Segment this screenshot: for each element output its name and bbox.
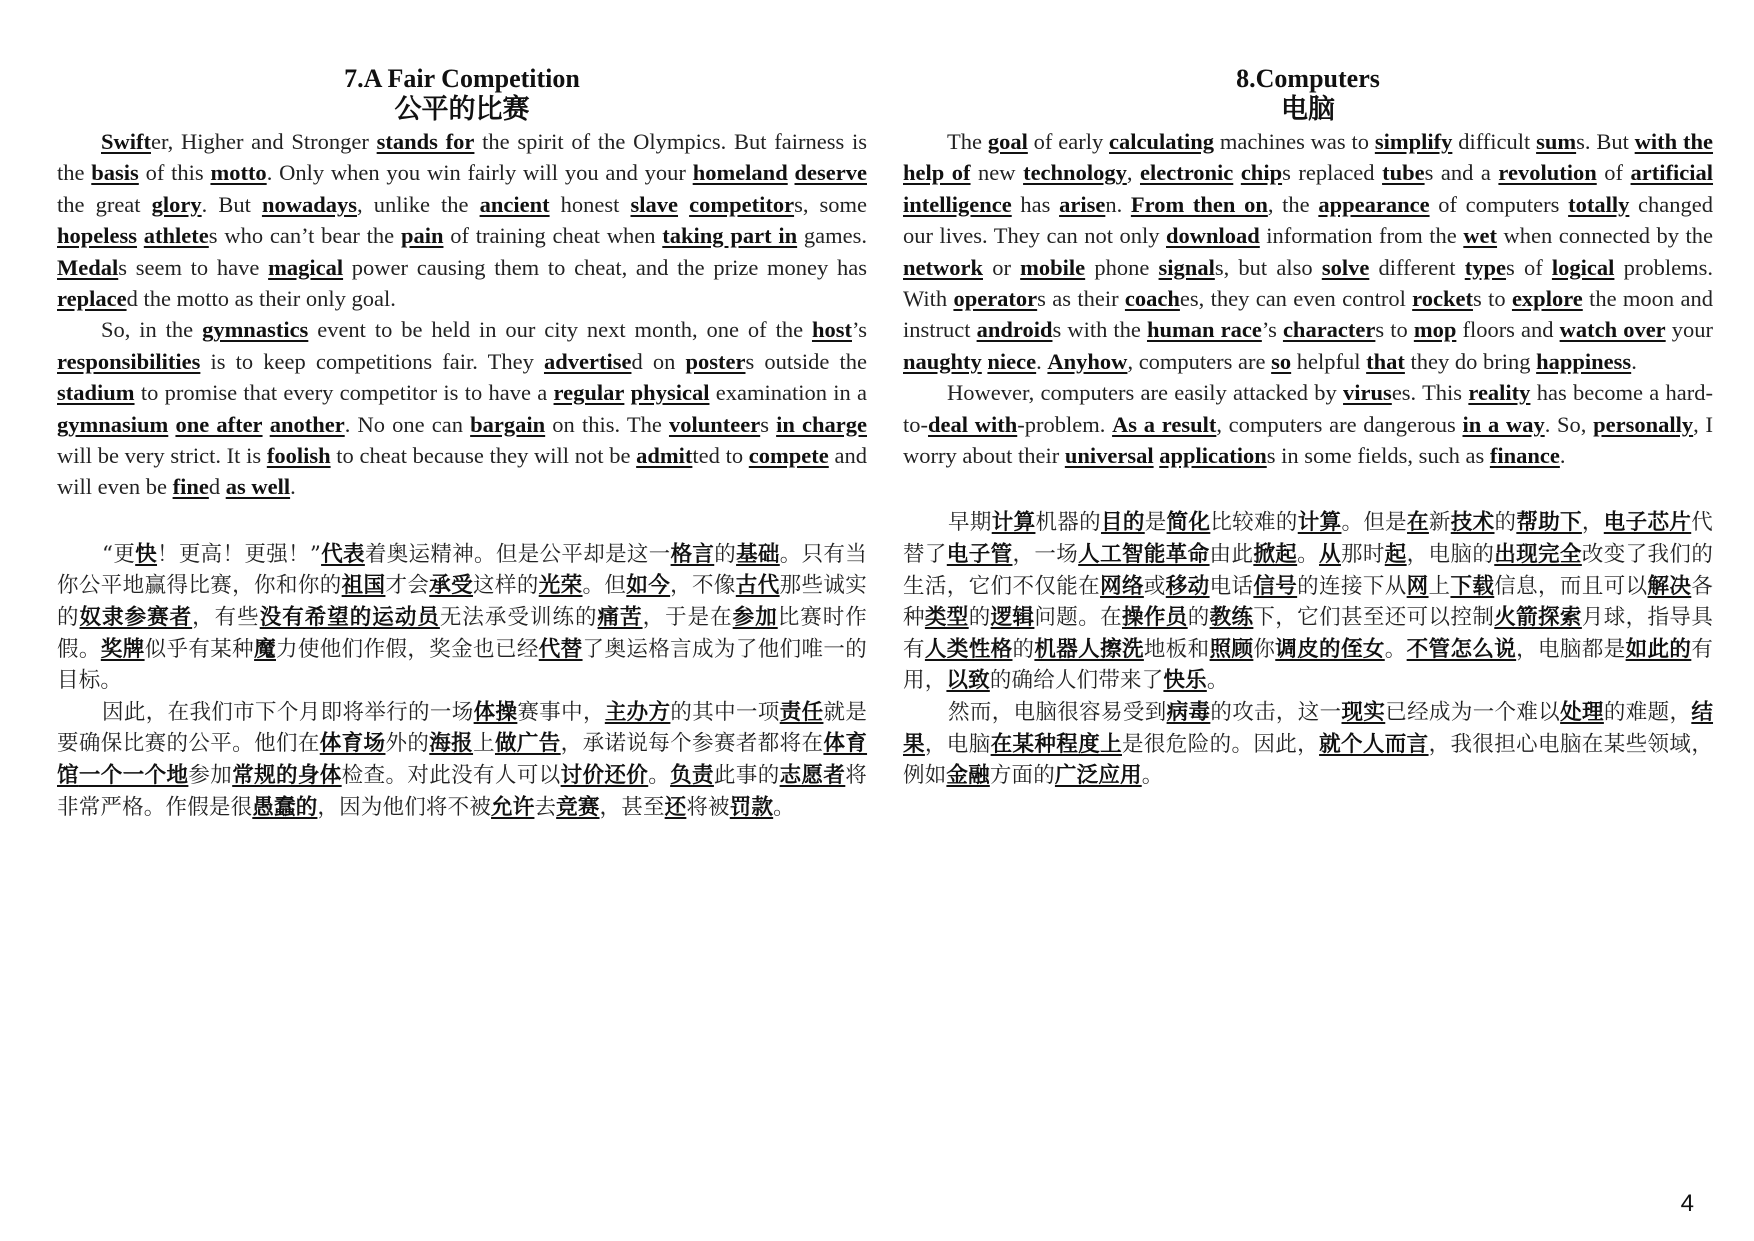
vocab-word: another: [269, 411, 345, 437]
vocab-word: artificial intelligence: [903, 160, 1714, 217]
vocab-word: host: [811, 317, 852, 343]
vocab-word: stands for: [376, 129, 475, 154]
vocab-word: deal with: [928, 411, 1018, 437]
vocab-word: download: [1166, 223, 1260, 249]
vocab-word: personally: [1593, 411, 1694, 437]
vocab-word: 做广告: [494, 731, 561, 757]
vocab-word: with the help of: [903, 129, 1714, 186]
vocab-word: 信号: [1253, 573, 1298, 599]
vocab-word: slave: [630, 191, 679, 217]
vocab-word: hopeless: [57, 223, 138, 249]
vocab-word: 调皮的侄女: [1275, 636, 1385, 662]
vocab-word: 痛苦: [597, 605, 643, 631]
vocab-word: 处理: [1560, 700, 1604, 726]
vocab-word: 体育馆: [57, 731, 868, 789]
english-text: [57, 126, 867, 503]
vocab-word: 基础: [736, 541, 780, 567]
paragraph: 因此，在我们市下个月即将举行的一场体操赛事中，主办方的其中一项责任就是要确保比赛的公平。他们在体育场外的海报上做广告，承诺说每个参赛者都将在体育馆一个一个地参加常规的身体检查。对此没有人可以讨价还价。负责此事的志愿者将非常严格。作假是很愚蠢的，因为他们将不被允许去竞赛，甚至还将被罚款。: [57, 699, 868, 820]
vocab-word: 代表: [321, 541, 365, 567]
vocab-word: goal: [987, 129, 1028, 154]
vocab-word: chip: [1240, 160, 1283, 186]
vocab-word: totally: [1568, 191, 1630, 217]
vocab-word: 教练: [1209, 605, 1254, 631]
vocab-word: 如今: [626, 573, 671, 599]
vocab-word: 罚款: [729, 794, 774, 820]
vocab-word: 体育场: [319, 731, 386, 757]
vocab-word: niece: [987, 348, 1037, 374]
vocab-word: Medal: [57, 254, 119, 280]
vocab-word: network: [903, 254, 983, 280]
vocab-word: 竞赛: [556, 794, 600, 820]
vocab-word: 代替: [538, 636, 583, 662]
vocab-word: explore: [1511, 286, 1583, 312]
vocab-word: character: [1282, 317, 1376, 343]
vocab-word: 主办方: [604, 699, 671, 725]
vocab-word: 以致: [946, 668, 990, 694]
vocab-word: From then on: [1130, 191, 1268, 217]
vocab-word: 病毒: [1166, 700, 1211, 726]
vocab-word: 快乐: [1163, 668, 1207, 694]
vocab-word: gymnastics: [202, 317, 309, 343]
vocab-word: 讨价还价: [560, 763, 649, 789]
chinese-text: [57, 539, 867, 823]
vocab-word: 帮助下: [1516, 510, 1582, 536]
paragraph: “更快！更高！更强！”代表着奥运精神。但是公平却是这一格言的基础。只有当你公平地赢得比赛，你和你的祖国才会承受这样的光荣。但如今，不像古代那些诚实的奴隶参赛者，有些没有希望的运动员无法承受训练的痛苦，于是在参加比赛时作假。奖牌似乎有某种魔力使他们作假，奖金也已经代替了奥运格言成为了他们唯一的目标。: [57, 541, 867, 694]
vocab-word: 在某种程度上: [990, 731, 1122, 757]
vocab-word: operator: [953, 286, 1038, 312]
vocab-word: naughty: [903, 348, 982, 374]
vocab-word: Anyhow: [1047, 348, 1128, 374]
vocab-word: wet: [1463, 223, 1498, 249]
vocab-word: athlete: [143, 223, 209, 249]
vocab-word: 逻辑: [990, 605, 1035, 631]
vocab-word: 移动: [1165, 573, 1210, 599]
vocab-word: compete: [748, 443, 829, 469]
vocab-word: universal: [1064, 443, 1154, 469]
paragraph: The goal of early calculating machines was to simplify difficult sums. But with the help of new technology, electronic chips replaced tubes and a revolution of artificial intelligence has arisen. From then on, the appearance of computers totally changed our lives. They can not only download information from the wet when connected by the network or mobile phone signals, but also solve different types of logical problems. With operators as their coaches, they can even control rockets to explore the moon and instruct androids with the human race’s characters to mop floors and watch over your naughty niece. Anyhow, computers are so helpful that they do bring happiness.: [903, 129, 1714, 374]
vocab-word: watch over: [1559, 317, 1666, 343]
vocab-word: reality: [1468, 380, 1531, 406]
vocab-word: homeland: [692, 160, 788, 186]
vocab-word: 火箭探索: [1494, 605, 1582, 631]
vocab-word: replace: [57, 286, 127, 312]
vocab-word: simplify: [1374, 129, 1453, 154]
vocab-word: calculating: [1109, 129, 1215, 154]
vocab-word: glory: [151, 191, 202, 217]
vocab-word: Swift: [101, 129, 151, 154]
vocab-word: technology: [1023, 160, 1127, 186]
vocab-word: 起: [1384, 542, 1407, 568]
vocab-word: poster: [685, 348, 746, 374]
vocab-word: gymnasium: [57, 411, 169, 437]
vocab-word: 操作员: [1122, 605, 1188, 631]
vocab-word: rocket: [1412, 286, 1473, 312]
vocab-word: 还: [664, 794, 687, 820]
vocab-word: bargain: [470, 411, 546, 437]
vocab-word: 参加: [732, 605, 778, 631]
vocab-word: regular: [553, 380, 625, 406]
vocab-word: basis: [91, 160, 139, 186]
vocab-word: 电子管: [946, 542, 1013, 568]
page-title: 电脑: [1281, 94, 1335, 125]
vocab-word: electronic: [1139, 160, 1234, 186]
vocab-word: human race: [1146, 317, 1262, 343]
vocab-word: As a result: [1112, 411, 1217, 437]
vocab-word: 责任: [779, 699, 824, 725]
vocab-word: 类型: [924, 605, 969, 631]
vocab-word: 机器人擦洗: [1034, 636, 1144, 662]
vocab-word: 光荣: [538, 573, 583, 599]
paragraph: Swifter, Higher and Stronger stands for the spirit of the Olympics. But fairness is the basis of this motto. Only when you win fairly will you and your homeland deserve the great glory. But nowadays, unlike the ancient honest slave competitors, some hopeless athletes who can’t bear the pain of training cheat when taking part in games. Medals seem to have magical power causing them to cheat, and the prize money has replaced the motto as their only goal.: [57, 129, 868, 312]
vocab-word: mobile: [1020, 254, 1086, 280]
vocab-word: 奴隶参赛者: [79, 605, 193, 631]
vocab-word: 没有希望的运动员: [259, 605, 440, 631]
page-title: 8.Computers: [1236, 64, 1380, 93]
vocab-word: 从: [1319, 542, 1341, 568]
vocab-word: that: [1366, 348, 1405, 374]
vocab-word: responsibilities: [57, 348, 201, 374]
vocab-word: 出现完全: [1494, 542, 1582, 568]
paragraph: 早期计算机器的目的是简化比较难的计算。但是在新技术的帮助下，电子芯片代替了电子管，一场人工智能革命由此掀起。从那时起，电脑的出现完全改变了我们的生活，它们不仅能在网络或移动电话信号的连接下从网上下载信息，而且可以解决各种类型的逻辑问题。在操作员的教练下，它们甚至还可以控制火箭探索月球，指导具有人类性格的机器人擦洗地板和照顾你调皮的侄女。不管怎么说，电脑都是如此的有用，以致的确给人们带来了快乐。: [903, 510, 1714, 694]
vocab-word: type: [1464, 254, 1507, 280]
vocab-word: 允许: [491, 794, 535, 820]
vocab-word: sum: [1536, 129, 1577, 154]
vocab-word: one after: [175, 411, 263, 437]
vocab-word: solve: [1321, 254, 1370, 280]
vocab-word: so: [1271, 348, 1292, 374]
vocab-word: 电子芯片: [1603, 510, 1692, 536]
vocab-word: finance: [1489, 443, 1560, 469]
vocab-word: 网络: [1100, 573, 1144, 599]
vocab-word: 愚蠢的: [252, 794, 318, 820]
vocab-word: ancient: [479, 191, 550, 217]
vocab-word: 目的: [1101, 510, 1145, 536]
vocab-word: 格言: [670, 541, 715, 567]
page-number: 4: [1680, 1190, 1694, 1217]
vocab-word: 计算: [1297, 510, 1342, 536]
vocab-word: magical: [268, 254, 344, 280]
vocab-word: android: [976, 317, 1053, 343]
vocab-word: 下载: [1450, 573, 1495, 599]
vocab-word: arise: [1059, 191, 1106, 217]
vocab-word: 就个人而言: [1319, 731, 1429, 757]
vocab-word: virus: [1343, 380, 1392, 406]
vocab-word: 网: [1406, 573, 1429, 599]
vocab-word: motto: [210, 160, 267, 186]
vocab-word: admit: [636, 443, 693, 469]
vocab-word: signal: [1158, 254, 1215, 280]
vocab-word: stadium: [57, 380, 135, 406]
vocab-word: tube: [1382, 160, 1425, 186]
vocab-word: 不管怎么说: [1406, 636, 1517, 662]
vocab-word: 在: [1407, 510, 1429, 536]
page-title: 公平的比赛: [394, 94, 530, 125]
vocab-word: 解决: [1647, 573, 1692, 599]
vocab-word: deserve: [794, 160, 867, 186]
vocab-word: fine: [172, 474, 209, 500]
vocab-word: competitor: [689, 191, 795, 217]
vocab-word: 现实: [1341, 700, 1386, 726]
right-column: [903, 64, 1713, 792]
vocab-word: 承受: [429, 573, 474, 599]
paragraph: So, in the gymnastics event to be held in our city next month, one of the host’s responsibilities is to keep competitions fair. They advertised on posters outside the stadium to promise that every competitor is to have a regular physical examination in a gymnasium one after another. No one can bargain on this. The volunteers in charge will be very strict. It is foolish to cheat because they will not be admitted to compete and will even be fined as well.: [57, 317, 868, 500]
vocab-word: advertise: [543, 348, 632, 374]
vocab-word: 常规的身体: [232, 763, 342, 789]
vocab-word: physical: [630, 380, 710, 406]
vocab-word: coach: [1124, 286, 1180, 312]
vocab-word: 快: [135, 541, 158, 567]
vocab-word: 金融: [946, 763, 990, 789]
vocab-word: as well: [225, 474, 291, 500]
vocab-word: in charge: [776, 411, 867, 437]
vocab-word: application: [1159, 443, 1267, 469]
vocab-word: 人工智能革命: [1078, 542, 1210, 568]
vocab-word: volunteer: [668, 411, 761, 437]
vocab-word: 技术: [1450, 510, 1495, 536]
page-title: 7.A Fair Competition: [344, 64, 580, 93]
vocab-word: nowadays: [261, 191, 357, 217]
vocab-word: revolution: [1498, 160, 1597, 186]
vocab-word: 结果: [903, 700, 1714, 757]
vocab-word: 掀起: [1253, 542, 1298, 568]
vocab-word: 海报: [429, 731, 474, 757]
vocab-word: 体操: [473, 699, 518, 725]
left-column: [57, 64, 867, 823]
chinese-text: [903, 507, 1713, 791]
vocab-word: 魔: [254, 636, 276, 662]
vocab-word: pain: [400, 223, 444, 249]
vocab-word: 一个一个地: [78, 763, 189, 789]
vocab-word: mop: [1413, 317, 1457, 343]
vocab-word: 祖国: [341, 573, 386, 599]
vocab-word: taking part in: [662, 223, 798, 249]
vocab-word: 照顾: [1209, 636, 1254, 662]
vocab-word: 如此的: [1625, 636, 1692, 662]
paragraph: 然而，电脑很容易受到病毒的攻击，这一现实已经成为一个难以处理的难题，结果，电脑在某种程度上是很危险的。因此，就个人而言，我很担心电脑在某些领域，例如金融方面的广泛应用。: [903, 700, 1714, 789]
vocab-word: 计算: [991, 510, 1036, 536]
vocab-word: foolish: [266, 443, 331, 469]
vocab-word: 古代: [735, 573, 780, 599]
vocab-word: happiness: [1536, 348, 1632, 374]
english-text: [903, 126, 1713, 471]
vocab-word: 人类性格: [924, 636, 1013, 662]
vocab-word: 奖牌: [100, 636, 145, 662]
vocab-word: 负责: [670, 763, 714, 789]
vocab-word: 广泛应用: [1054, 763, 1142, 789]
vocab-word: 志愿者: [779, 763, 846, 789]
vocab-word: in a way: [1462, 411, 1545, 437]
paragraph: However, computers are easily attacked by viruses. This reality has become a hard-to-deal with-problem. As a result, computers are dangerous in a way. So, personally, I worry about their universal applications in some fields, such as finance.: [903, 380, 1714, 469]
vocab-word: appearance: [1318, 191, 1430, 217]
vocab-word: 简化: [1166, 510, 1211, 536]
vocab-word: logical: [1551, 254, 1615, 280]
